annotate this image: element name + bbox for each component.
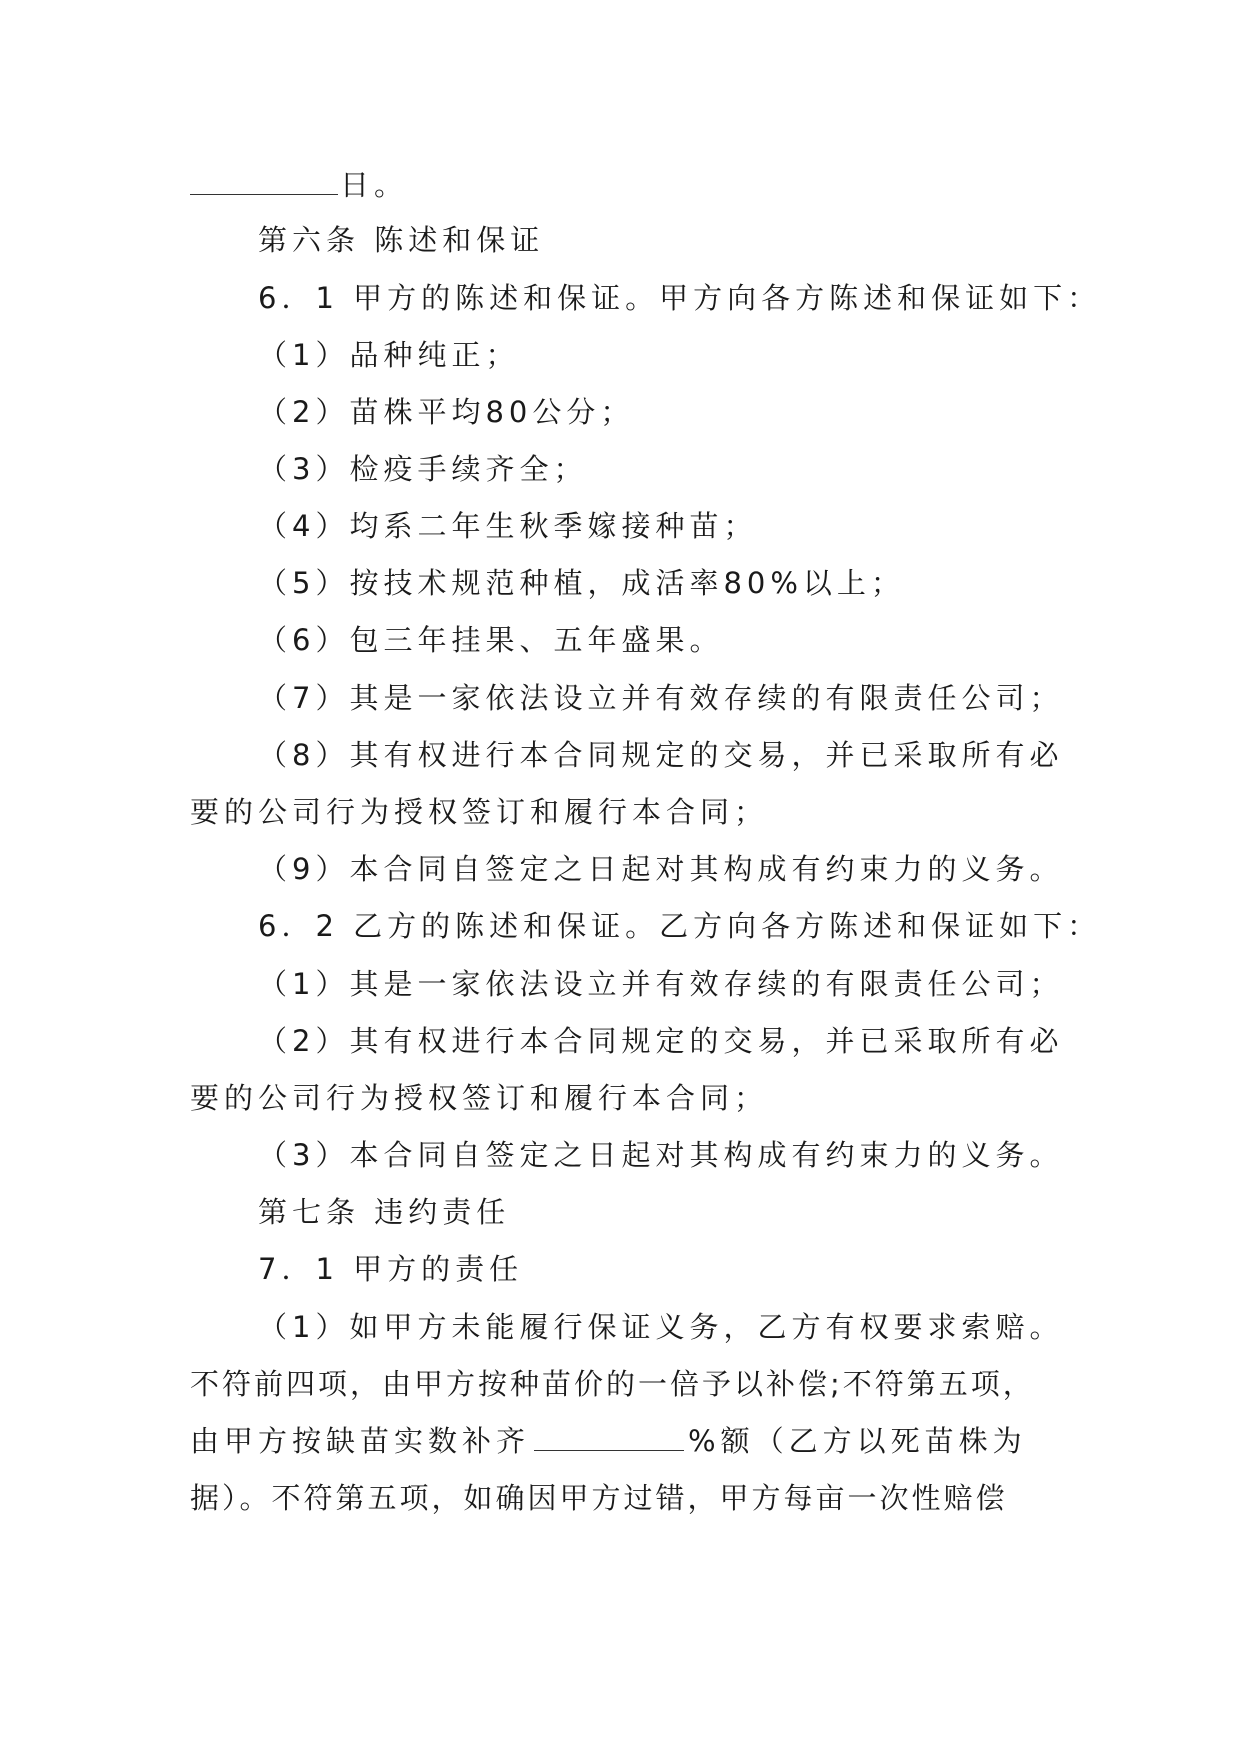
paragraph-line: 不符前四项，由甲方按种苗价的一倍予以补偿;不符第五项， [190, 1367, 1035, 1401]
clause-6-2: 6．2 乙方的陈述和保证。乙方向各方陈述和保证如下： [258, 909, 1102, 943]
clause-item: （2）苗株平均80公分； [258, 395, 635, 429]
clause-item: （5）按技术规范种植，成活率80%以上； [258, 566, 905, 600]
clause-item: （7）其是一家依法设立并有效存续的有限责任公司； [258, 681, 1064, 715]
clause-item: （3）本合同自签定之日起对其构成有约束力的义务。 [258, 1138, 1064, 1172]
clause-item: （1）如甲方未能履行保证义务，乙方有权要求索赔。 [258, 1310, 1064, 1344]
article-seven-heading: 第七条 违约责任 [258, 1195, 511, 1229]
clause-item-continuation: 要的公司行为授权签订和履行本合同； [190, 795, 769, 829]
clause-item: （6）包三年挂果、五年盛果。 [258, 623, 724, 657]
date-line [190, 165, 408, 205]
clause-item: （4）均系二年生秋季嫁接种苗； [258, 509, 758, 543]
paragraph-line: 据）。不符第五项，如确因甲方过错，甲方每亩一次性赔偿 [190, 1481, 1008, 1515]
clause-item: （3）检疫手续齐全； [258, 452, 588, 486]
clause-item: （9）本合同自签定之日起对其构成有约束力的义务。 [258, 852, 1064, 886]
blank-suffix-text: %额（乙方以死苗株为 [688, 1424, 1027, 1458]
fill-blank [190, 170, 338, 195]
clause-7-1: 7．1 甲方的责任 [258, 1252, 524, 1286]
fill-blank [534, 1426, 684, 1451]
clause-item: （8）其有权进行本合同规定的交易，并已采取所有必 [258, 738, 1064, 772]
article-six-heading: 第六条 陈述和保证 [258, 223, 545, 257]
clause-item: （2）其有权进行本合同规定的交易，并已采取所有必 [258, 1024, 1064, 1058]
clause-item-continuation: 要的公司行为授权签订和履行本合同； [190, 1081, 769, 1115]
clause-item: （1）品种纯正； [258, 338, 520, 372]
paragraph-line-with-blank [190, 1421, 1027, 1461]
date-suffix: 日。 [340, 168, 409, 202]
clause-6-1: 6．1 甲方的陈述和保证。甲方向各方陈述和保证如下： [258, 281, 1102, 315]
clause-item: （1）其是一家依法设立并有效存续的有限责任公司； [258, 967, 1064, 1001]
blank-prefix-text: 由甲方按缺苗实数补齐 [190, 1424, 531, 1458]
